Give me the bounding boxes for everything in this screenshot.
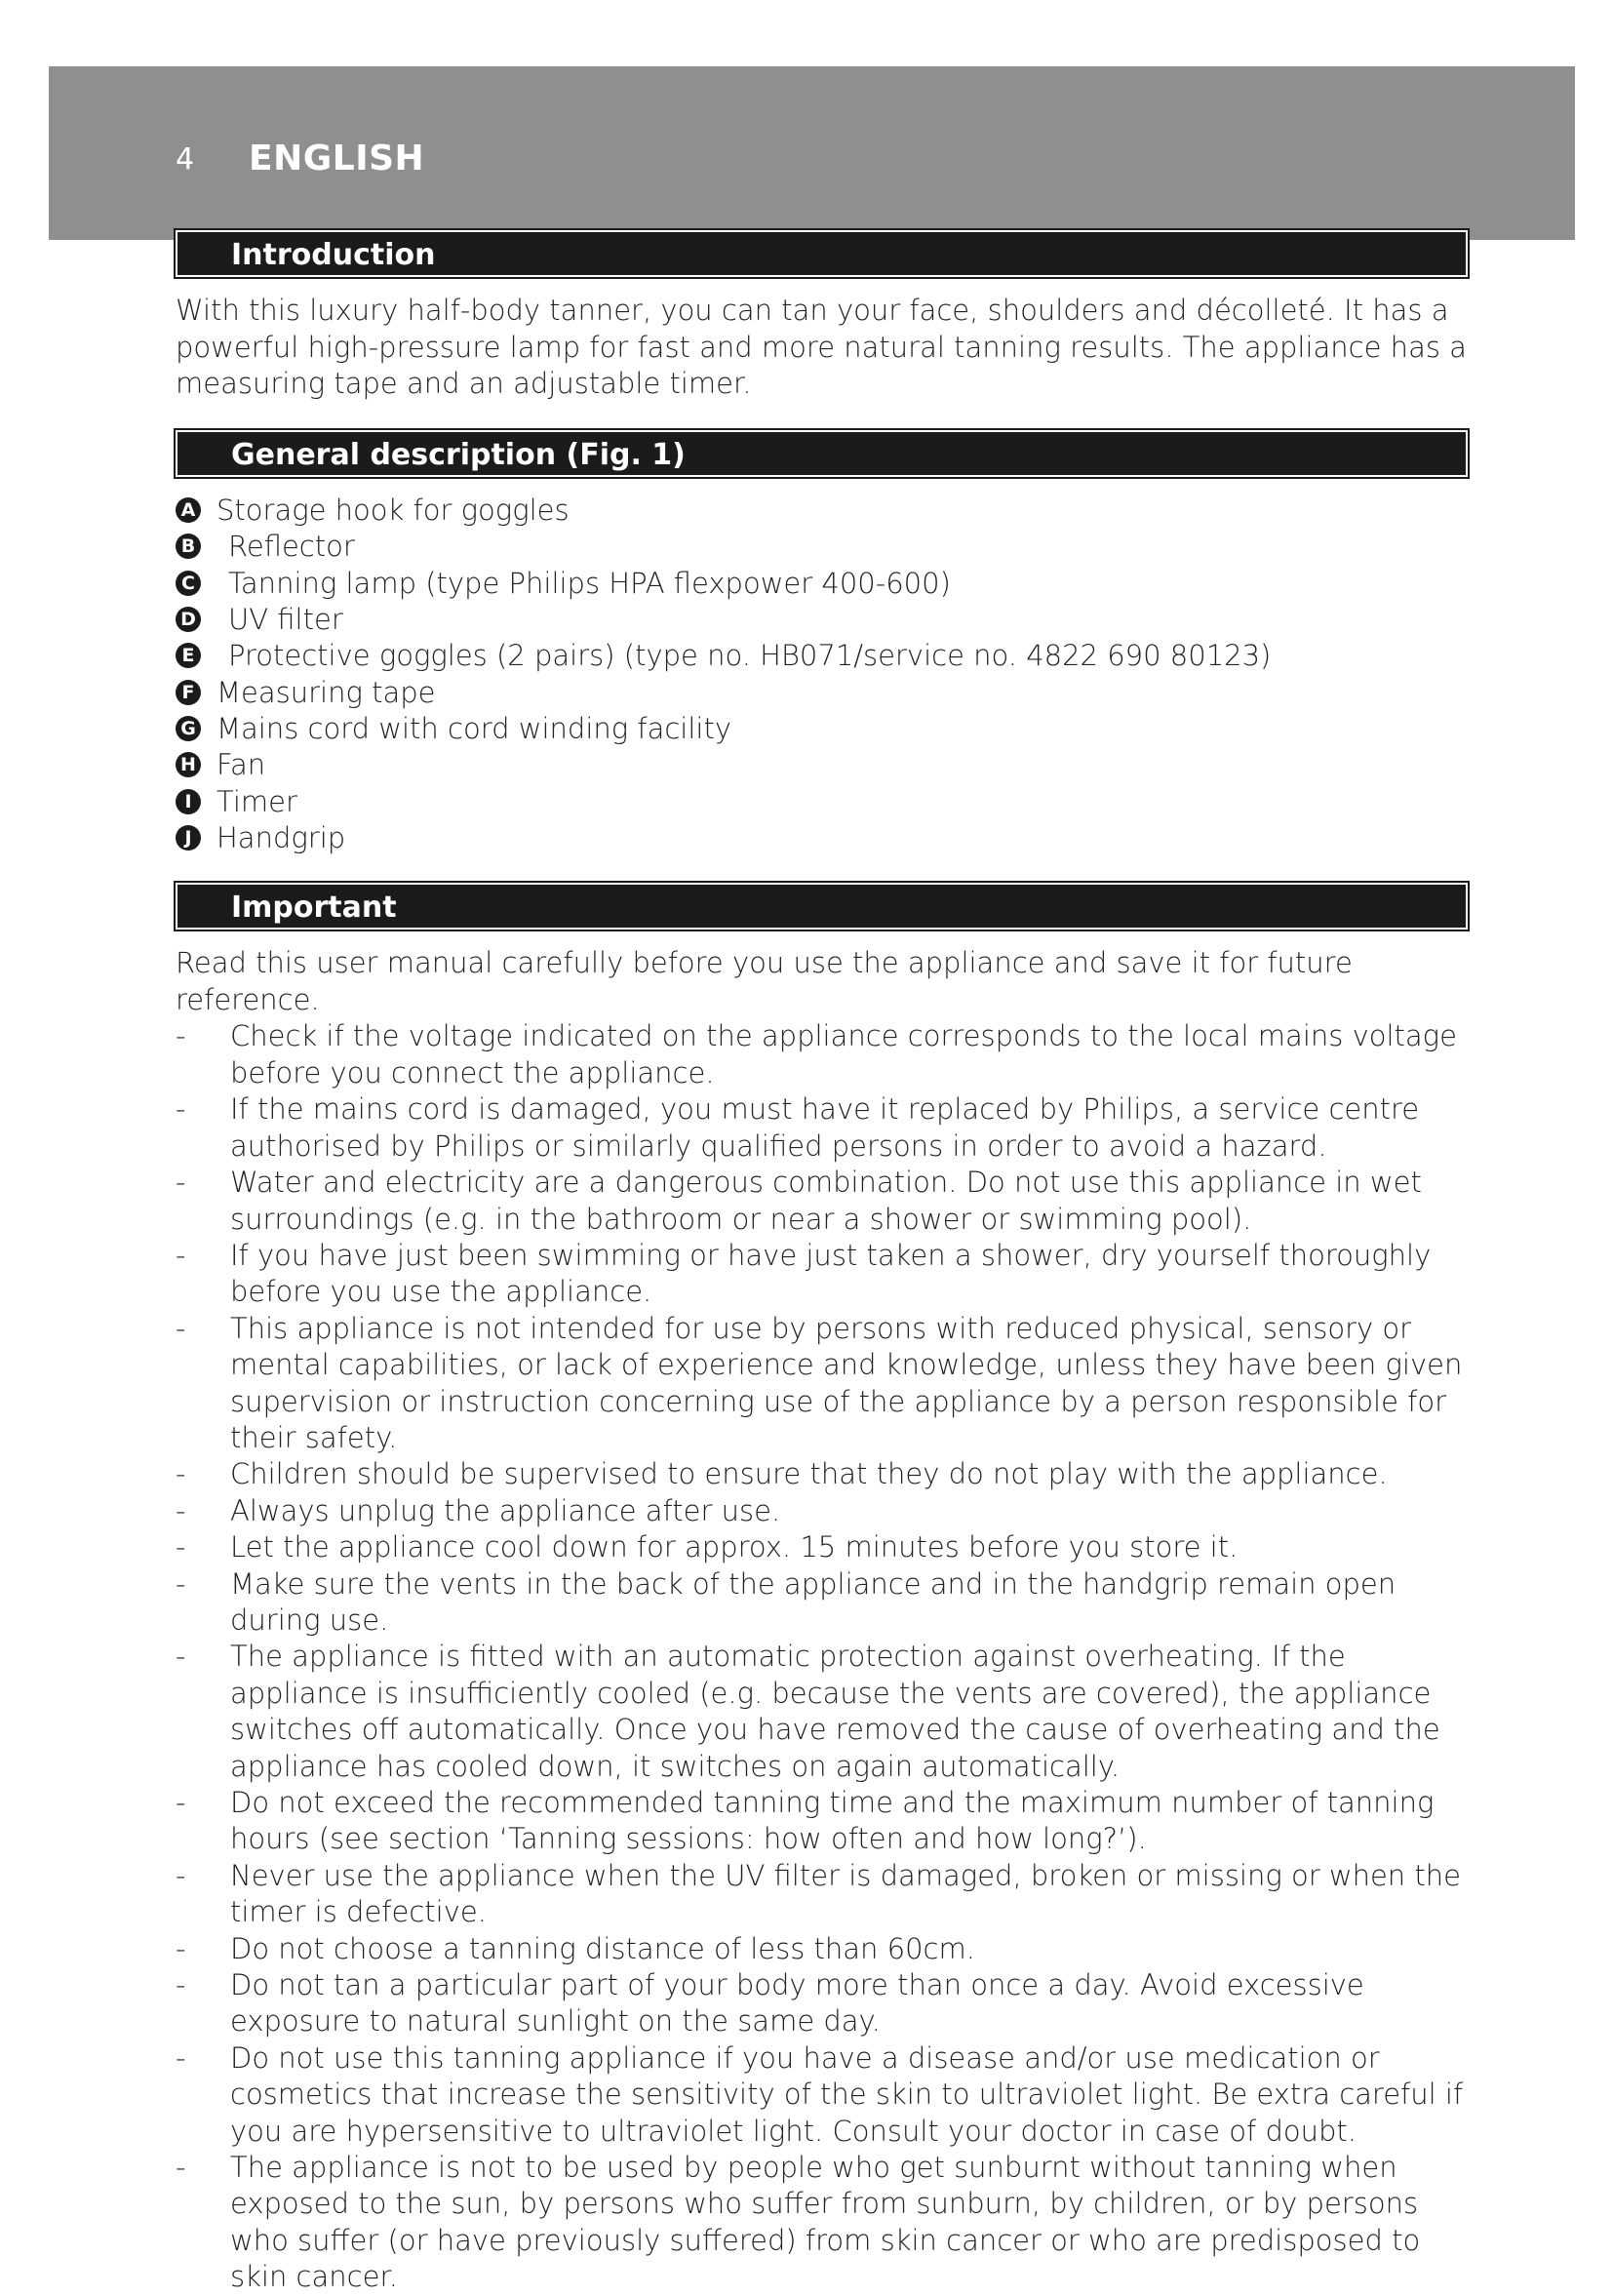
letter-c-icon: C bbox=[176, 571, 201, 596]
page-language-title: ENGLISH bbox=[249, 139, 425, 178]
part-label: Fan bbox=[216, 748, 266, 782]
dash-bullet: - bbox=[176, 1640, 186, 1674]
dash-bullet: - bbox=[176, 1530, 186, 1564]
list-item bbox=[176, 1165, 1468, 1238]
list-item-text: Do not use this tanning appliance if you have a disease and/or use medication or cosmetics that increase the sensitivity of the skin to ultraviolet light. Be extra careful if you are hypersensitive to ultraviolet light. Consult your doctor in case of doubt. bbox=[230, 2040, 1464, 2148]
safety-list bbox=[176, 1018, 1468, 2295]
list-item bbox=[176, 1931, 1468, 1967]
list-item-text: Check if the voltage indicated on the appliance corresponds to the local mains voltage before you connect the appliance. bbox=[230, 1019, 1457, 1089]
list-item bbox=[176, 1785, 1468, 1858]
list-item bbox=[176, 1967, 1468, 2040]
dash-bullet: - bbox=[176, 1858, 186, 1892]
list-item bbox=[176, 2150, 1468, 2296]
list-item-text: Make sure the vents in the back of the appliance and in the handgrip remain open during use. bbox=[230, 1566, 1397, 1637]
dash-bullet: - bbox=[176, 1457, 186, 1491]
part-item bbox=[176, 710, 1468, 746]
introduction-text: With this luxury half-body tanner, you can tan your face, shoulders and décolleté. It has a powerful high-pressure lamp for fast and more natural tanning results. The appliance has a measuring tape and an adjustable timer. bbox=[176, 294, 1467, 400]
dash-bullet: - bbox=[176, 2040, 186, 2075]
list-item-text: Never use the appliance when the UV filter is damaged, broken or missing or when the timer is defective. bbox=[230, 1858, 1461, 1929]
list-item bbox=[176, 1639, 1468, 1785]
letter-j-icon: J bbox=[176, 825, 201, 851]
list-item-text: The appliance is fitted with an automatic protection against overheating. If the appliance is insufficiently cooled (e.g. because the vents are covered), the appliance switches off automatically. Once you have removed the cause of overheating and the appliance has cooled down, it switches on again automatically. bbox=[230, 1640, 1440, 1783]
list-item-text: Water and electricity are a dangerous combination. Do not use this appliance in wet surroundings (e.g. in the bathroom or near a shower or swimming pool). bbox=[230, 1166, 1422, 1236]
dash-bullet: - bbox=[176, 1786, 186, 1819]
list-item bbox=[176, 1091, 1468, 1165]
dash-bullet: - bbox=[176, 1493, 186, 1527]
parts-list bbox=[176, 493, 1468, 856]
dash-bullet: - bbox=[176, 1019, 186, 1053]
part-label: Handgrip bbox=[216, 820, 346, 854]
list-item bbox=[176, 2040, 1468, 2150]
section-heading-general-description: General description (Fig. 1) bbox=[176, 430, 1468, 477]
part-item bbox=[176, 747, 1468, 783]
part-item bbox=[176, 493, 1468, 529]
dash-bullet: - bbox=[176, 1166, 186, 1200]
page-content bbox=[176, 228, 1468, 2296]
page-number: 4 bbox=[176, 142, 195, 177]
letter-d-icon: D bbox=[176, 607, 201, 632]
part-label: Measuring tape bbox=[216, 675, 436, 709]
dash-bullet: - bbox=[176, 1968, 186, 2002]
part-label: UV filter bbox=[228, 603, 343, 637]
letter-i-icon: I bbox=[176, 789, 201, 814]
letter-e-icon: E bbox=[176, 643, 201, 668]
dash-bullet: - bbox=[176, 1931, 186, 1965]
list-item-text: Do not choose a tanning distance of less than 60cm. bbox=[230, 1931, 975, 1965]
list-item-text: This appliance is not intended for use by persons with reduced physical, sensory or mental capabilities, or lack of experience and knowledge, unless they have been given supervision or instruction concerning use of the appliance by a person responsible for their safety. bbox=[230, 1311, 1463, 1454]
part-item bbox=[176, 819, 1468, 855]
part-item bbox=[176, 565, 1468, 601]
dash-bullet: - bbox=[176, 1238, 186, 1272]
list-item bbox=[176, 1456, 1468, 1492]
part-item bbox=[176, 783, 1468, 819]
list-item bbox=[176, 1018, 1468, 1091]
list-item-text: Do not exceed the recommended tanning time and the maximum number of tanning hours (see section ‘Tanning sessions: how often and how long?’). bbox=[230, 1786, 1435, 1856]
list-item-text: Do not tan a particular part of your body more than once a day. Avoid excessive exposure to natural sunlight on the same day. bbox=[230, 1968, 1364, 2039]
section-heading-introduction: Introduction bbox=[176, 230, 1468, 277]
part-item bbox=[176, 638, 1468, 674]
dash-bullet: - bbox=[176, 1092, 186, 1127]
list-item bbox=[176, 1238, 1468, 1311]
dash-bullet: - bbox=[176, 1566, 186, 1601]
letter-a-icon: A bbox=[176, 497, 201, 523]
part-label: Reflector bbox=[228, 530, 355, 564]
part-item bbox=[176, 674, 1468, 710]
part-label: Mains cord with cord winding facility bbox=[216, 711, 732, 745]
part-label: Timer bbox=[216, 784, 297, 818]
dash-bullet: - bbox=[176, 2151, 186, 2185]
list-item bbox=[176, 1529, 1468, 1565]
section-heading-important: Important bbox=[176, 883, 1468, 930]
part-label: Storage hook for goggles bbox=[216, 494, 570, 528]
letter-h-icon: H bbox=[176, 752, 201, 777]
list-item-text: Children should be supervised to ensure that they do not play with the appliance. bbox=[230, 1457, 1388, 1491]
list-item-text: If you have just been swimming or have just taken a shower, dry yourself thoroughly before you use the appliance. bbox=[230, 1238, 1432, 1309]
dash-bullet: - bbox=[176, 1311, 186, 1345]
letter-b-icon: B bbox=[176, 534, 201, 559]
list-item bbox=[176, 1493, 1468, 1529]
list-item-text: If the mains cord is damaged, you must have it replaced by Philips, a service centre authorised by Philips or similarly qualified persons in order to avoid a hazard. bbox=[230, 1092, 1420, 1163]
important-intro: Read this user manual carefully before you use the appliance and save it for future reference. bbox=[176, 946, 1353, 1016]
letter-g-icon: G bbox=[176, 716, 201, 741]
list-item-text: Always unplug the appliance after use. bbox=[230, 1493, 781, 1527]
part-item bbox=[176, 529, 1468, 565]
part-label: Protective goggles (2 pairs) (type no. HB071/service no. 4822 690 80123) bbox=[228, 639, 1272, 673]
list-item bbox=[176, 1858, 1468, 1931]
letter-f-icon: F bbox=[176, 680, 201, 705]
list-item bbox=[176, 1566, 1468, 1640]
part-item bbox=[176, 601, 1468, 637]
part-label: Tanning lamp (type Philips HPA flexpower 400-600) bbox=[228, 566, 951, 600]
list-item-text: The appliance is not to be used by people who get sunburnt without tanning when exposed to the sun, by persons who suffer from sunburn, by children, or by persons who suffer (or have previously suffered) from skin cancer or who are predisposed to skin cancer. bbox=[230, 2151, 1421, 2294]
list-item bbox=[176, 1311, 1468, 1457]
list-item-text: Let the appliance cool down for approx. 15 minutes before you store it. bbox=[230, 1530, 1239, 1564]
